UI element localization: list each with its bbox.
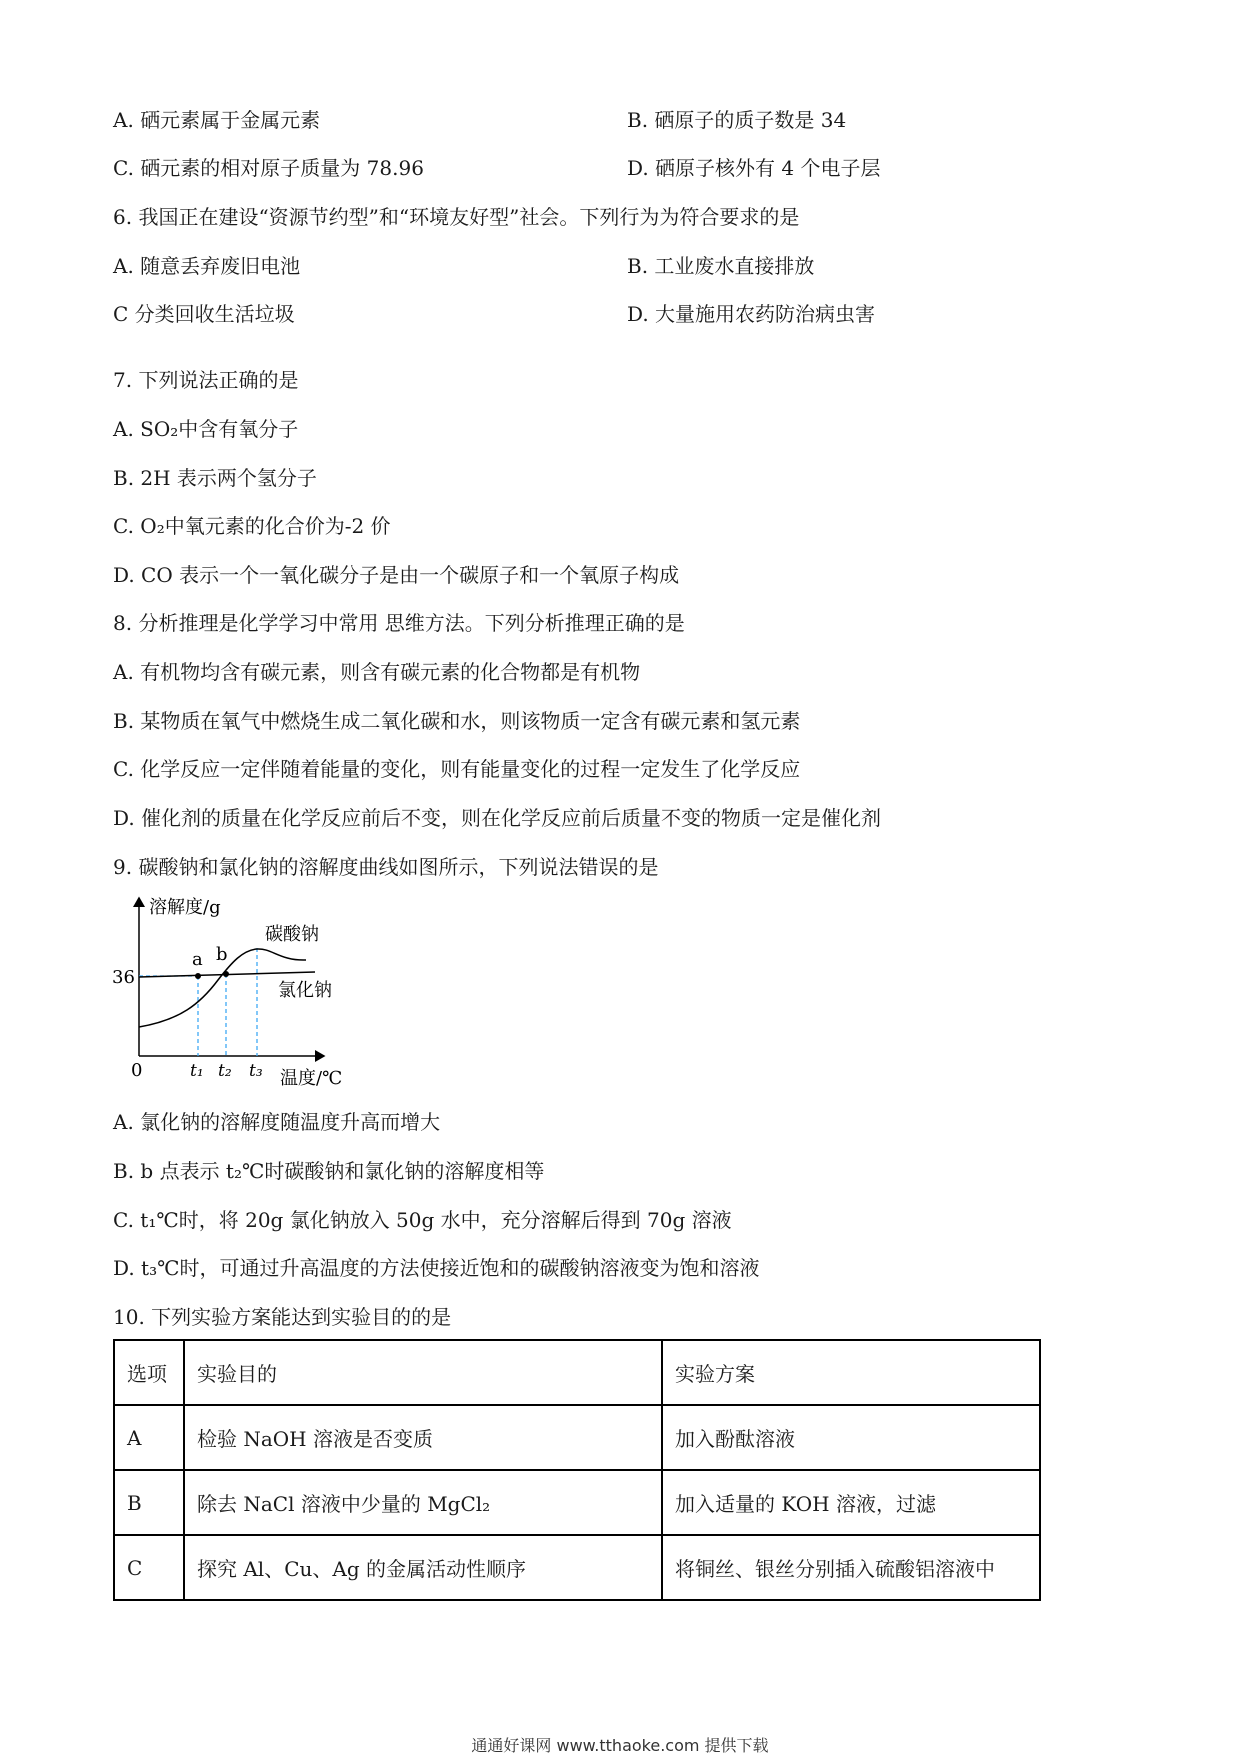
table-cell: C — [114, 1535, 184, 1600]
q6-option-c: C 分类回收生活垃圾 — [113, 302, 295, 326]
q9-option-c: C. t₁℃时，将 20g 氯化钠放入 50g 水中，充分溶解后得到 70g 溶液 — [113, 1208, 732, 1232]
q7-option-a: A. SO₂中含有氧分子 — [113, 417, 299, 441]
table-row — [114, 1470, 1040, 1535]
footer-text: 通通好课网 www.tthaoke.com 提供下载 — [471, 1736, 769, 1755]
table-cell: 将铜丝、银丝分别插入硫酸铝溶液中 — [662, 1535, 1040, 1600]
q5-option-d: D. 硒原子核外有 4 个电子层 — [627, 156, 881, 180]
table-cell: 检验 NaOH 溶液是否变质 — [184, 1405, 662, 1470]
table-cell: 探究 Al、Cu、Ag 的金属活动性顺序 — [184, 1535, 662, 1600]
x-axis-label: 温度/℃ — [280, 1068, 343, 1086]
table-header-cell: 实验目的 — [184, 1340, 662, 1405]
q8-option-a: A. 有机物均含有碳元素，则含有碳元素的化合物都是有机物 — [113, 660, 641, 684]
q8-option-d: D. 催化剂的质量在化学反应前后不变，则在化学反应前后质量不变的物质一定是催化剂 — [113, 806, 882, 830]
table-header-cell: 选项 — [114, 1340, 184, 1405]
table-cell: A — [114, 1405, 184, 1470]
x-tick-t1: t₁ — [190, 1061, 204, 1081]
x-tick-t2: t₂ — [218, 1061, 232, 1081]
origin-label: 0 — [131, 1060, 143, 1081]
series-sodium-chloride-label: 氯化钠 — [278, 980, 332, 1001]
q7-option-c: C. O₂中氧元素的化合价为-2 价 — [113, 514, 391, 538]
q6-stem: 6. 我国正在建设“资源节约型”和“环境友好型”社会。下列行为为符合要求的是 — [113, 205, 800, 229]
q8-stem: 8. 分析推理是化学学习中常用 思维方法。下列分析推理正确的是 — [113, 611, 685, 635]
series-sodium-carbonate-label: 碳酸钠 — [265, 924, 319, 945]
q9-option-d: D. t₃℃时，可通过升高温度的方法使接近饱和的碳酸钠溶液变为饱和溶液 — [113, 1256, 760, 1280]
q8-option-b: B. 某物质在氧气中燃烧生成二氧化碳和水，则该物质一定含有碳元素和氢元素 — [113, 709, 801, 733]
point-a-label: a — [192, 949, 203, 970]
q6-option-a: A. 随意丢弃废旧电池 — [113, 254, 301, 278]
q9-stem: 9. 碳酸钠和氯化钠的溶解度曲线如图所示，下列说法错误的是 — [113, 855, 659, 879]
q5-option-a: A. 硒元素属于金属元素 — [113, 108, 321, 132]
y-axis-label: 溶解度/g — [149, 897, 221, 918]
q7-option-d: D. CO 表示一个一氧化碳分子是由一个碳原子和一个氧原子构成 — [113, 563, 680, 587]
q7-option-b: B. 2H 表示两个氢分子 — [113, 466, 317, 490]
point-b-label: b — [216, 944, 228, 965]
y-tick-36: 36 — [112, 967, 135, 988]
q8-option-c: C. 化学反应一定伴随着能量的变化，则有能量变化的过程一定发生了化学反应 — [113, 757, 801, 781]
table-header-cell: 实验方案 — [662, 1340, 1040, 1405]
x-tick-t3: t₃ — [249, 1061, 263, 1081]
experiment-table — [113, 1339, 1041, 1601]
table-cell: B — [114, 1470, 184, 1535]
q7-stem: 7. 下列说法正确的是 — [113, 368, 299, 392]
q10-stem: 10. 下列实验方案能达到实验目的的是 — [113, 1305, 452, 1329]
point-b — [223, 971, 229, 977]
q6-option-b: B. 工业废水直接排放 — [627, 254, 815, 278]
q5-option-b: B. 硒原子的质子数是 34 — [627, 108, 847, 132]
table-cell: 加入适量的 KOH 溶液，过滤 — [662, 1470, 1040, 1535]
table-cell: 加入酚酞溶液 — [662, 1405, 1040, 1470]
table-row — [114, 1405, 1040, 1470]
table-header-row — [114, 1340, 1040, 1405]
q9-option-b: B. b 点表示 t₂℃时碳酸钠和氯化钠的溶解度相等 — [113, 1159, 545, 1183]
q6-option-d: D. 大量施用农药防治病虫害 — [627, 302, 876, 326]
table-row — [114, 1535, 1040, 1600]
q9-option-a: A. 氯化钠的溶解度随温度升高而增大 — [113, 1110, 441, 1134]
point-a — [195, 973, 201, 979]
solubility-chart — [110, 892, 370, 1086]
table-cell: 除去 NaCl 溶液中少量的 MgCl₂ — [184, 1470, 662, 1535]
q5-option-c: C. 硒元素的相对原子质量为 78.96 — [113, 156, 424, 180]
